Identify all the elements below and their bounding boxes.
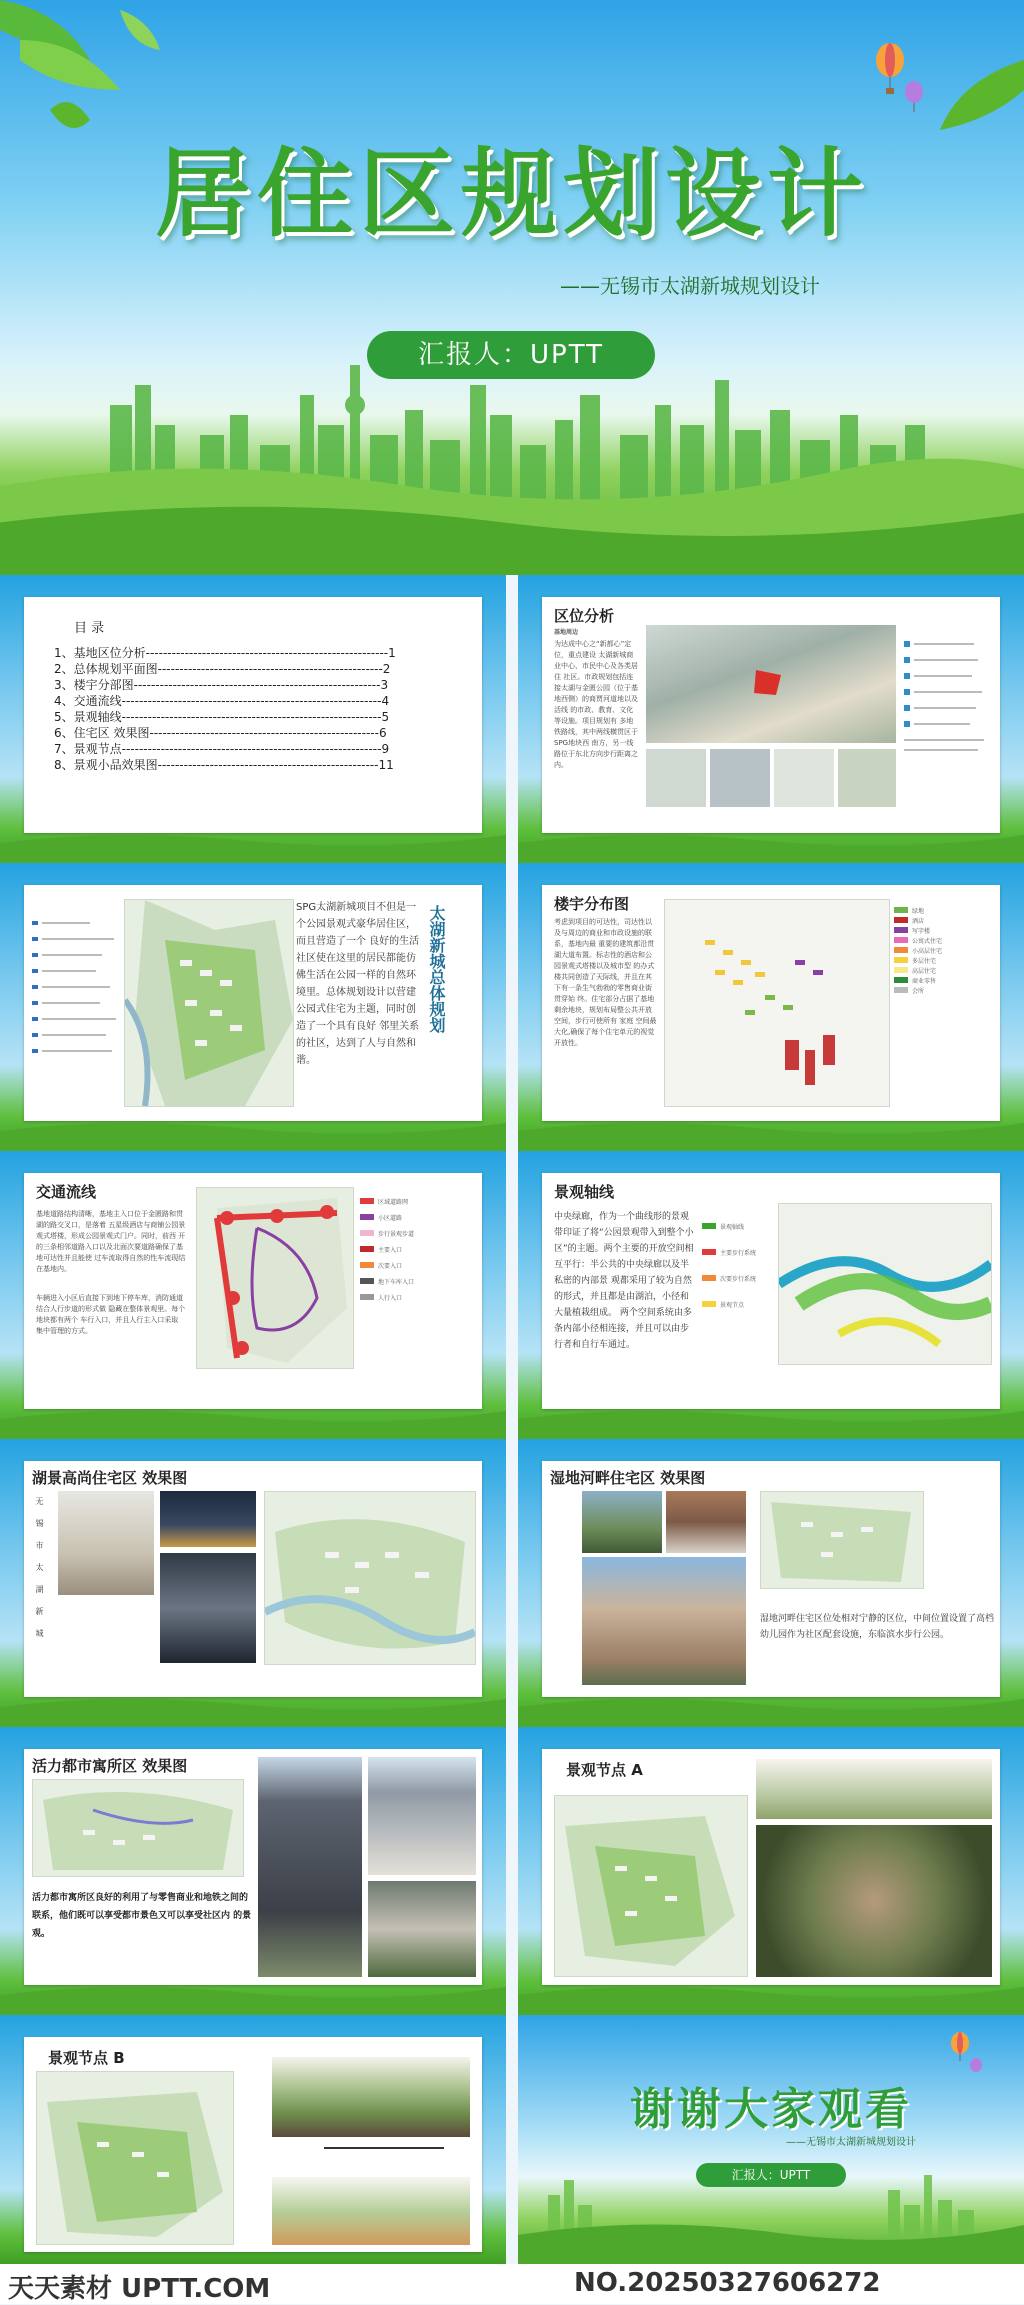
legend-item: 人行入口 (360, 1289, 476, 1305)
grass-strip (0, 1687, 506, 1727)
lakeview-plan-map (264, 1491, 476, 1665)
grass-strip (0, 1399, 506, 1439)
slide-title: 景观节点 A (566, 1761, 643, 1779)
legend-item: 商业零售 (894, 975, 994, 985)
aerial-photo (646, 625, 896, 743)
toc-card (24, 597, 482, 833)
legend-item: 主要入口 (360, 1241, 476, 1257)
thanks-skyline (518, 2165, 1024, 2264)
buildings-text: 考虑到项目的可达性，司达性以及与周边的商业和市政设施的联系，基地内最 重要的建筑都沿贯湖大道布置。标志性的酒店和公园景观式塔楼以及城市型 的办式楼共同创造了天际线，并且在其下有一条生气勃勃的零售商业街贯穿始 终。住宅部分占据了基地剩余地块，规划布局整公共开放空间，步行可使所有 家庭 空间最大化,确保了每个住宅单元的视觉开放性。 (554, 918, 657, 1047)
wetland-text: 湿地河畔住宅区位处相对宁静的区位，中间位置设置了高档幼儿园作为社区配套设施，东临滨水步行公园。 (760, 1614, 995, 1640)
location-slide (518, 575, 1024, 863)
node-a-card (542, 1749, 1000, 1985)
legend-item: 次要步行系统 (702, 1265, 766, 1291)
slide-title: 活力都市寓所区 效果图 (32, 1757, 188, 1775)
legend-item: 区域道路网 (360, 1193, 476, 1209)
legend-item: 会所 (894, 985, 994, 995)
slide-title: 景观轴线 (554, 1183, 615, 1201)
grass-strip (0, 1111, 506, 1151)
thanks-reporter-pill: 汇报人：UPTT (696, 2163, 846, 2187)
site-photo-2 (710, 749, 770, 807)
landscape-axis-card (542, 1173, 1000, 1409)
node-a-render (756, 1825, 992, 1977)
legend-item: 景观轴线 (702, 1213, 766, 1239)
wetland-slide (518, 1439, 1024, 1727)
urban-photo-3 (368, 1881, 476, 1977)
wetland-photo-3 (582, 1557, 746, 1685)
plan-legend (30, 915, 128, 1085)
grass-strip (518, 1399, 1024, 1439)
watermark-site: 天天素材 UPTT.COM (8, 2274, 271, 2304)
toc-item[interactable]: 6、住宅区 效果图-----------------------------------------------------6 (54, 726, 387, 740)
reporter-pill: 汇报人：UPTT (367, 331, 655, 379)
thanks-subtitle: ——无锡市太湖新城规划设计 (786, 2137, 916, 2148)
legend-item: 酒店 (894, 915, 994, 925)
urban-slide (0, 1727, 506, 2015)
legend-item: 步行景观步道 (360, 1225, 476, 1241)
grass-strip (518, 823, 1024, 863)
traffic-text-1: 基地道路结构清晰，基地主入口位于金匮路和贯湖的路交叉口，是落着 五星级酒店与商铺公园景观式塔楼，形成公园景观式门户。同时，前西 开的三条相邻道路入口以及北面次要道路确保了基地可达性并且能使 过车流取得自然的性车流现结在基地内。 (36, 1210, 186, 1273)
lakeview-card (24, 1461, 482, 1697)
slide-title: 湖景高尚住宅区 效果图 (32, 1469, 188, 1487)
master-plan-map (124, 899, 294, 1107)
legend-item: 小高层住宅 (894, 945, 994, 955)
main-title: 居住区规划设计 (155, 138, 869, 250)
watermark-id: NO.20250327606272 (574, 2268, 881, 2298)
traffic-text-2: 车辆进入小区后直接下到地下停车库，消防通道结合人行步道的形式做 隐藏在整体景观里。每个地块都有两个 车行入口，并且人行主入口采取 集中管理的方式。 (36, 1294, 186, 1335)
legend-item: 多层住宅 (894, 955, 994, 965)
buildings-legend (894, 905, 994, 995)
wetland-card (542, 1461, 1000, 1697)
landscape-text: 中央绿廊，作为一个曲线形的景观带印证了将“公园景观带入到整个小 区”的主题。两个主要的开放空间相互平行：半公共的中央绿廊以及半 私密的内部景 观都采用了较为自然的形式，并且都是由湖泊，小径和大量植栽组成。 两个空间系统由多条内部小径相连接，并且可以由步行者和自行车通过。 (554, 1212, 694, 1350)
toc-item[interactable]: 3、楼宇分部图---------------------------------------------------------3 (54, 678, 389, 692)
traffic-slide (0, 1151, 506, 1439)
grass-foreground (0, 430, 1024, 575)
legend-item: 公寓式住宅 (894, 935, 994, 945)
site-photo-3 (774, 749, 834, 807)
master-plan-card (24, 885, 482, 1121)
legend-item: 景观节点 (702, 1291, 766, 1317)
buildings-card (542, 885, 1000, 1121)
lakeview-vertical-label: 无锡市太湖新城 (35, 1497, 44, 1651)
legend-item: 次要入口 (360, 1257, 476, 1273)
main-subtitle: ——无锡市太湖新城规划设计 (560, 274, 820, 298)
slide-title: 区位分析 (554, 607, 615, 625)
toc-list (54, 645, 454, 773)
lakeview-photo-1 (58, 1491, 154, 1595)
legend-item: 地下车库入口 (360, 1273, 476, 1289)
wetland-photo-1 (582, 1491, 662, 1553)
lakeview-photo-2 (160, 1491, 256, 1547)
master-plan-text: SPG太湖新城项目不但是一个公园景观式豪华居住区，而且营造了一个 良好的生活社区使在这里的居民都能仿佛生活在公园一样的自然环境里。总体规划设计以营建公园式住宅为主题，同时创造了一个具有良好 邻里关系的社区，达到了人与自然和谐。 (296, 902, 420, 1066)
location-card (542, 597, 1000, 833)
site-photo-4 (838, 749, 896, 807)
traffic-map (196, 1187, 354, 1369)
grass-strip (518, 1111, 1024, 1151)
grass-strip (518, 1687, 1024, 1727)
toc-slide (0, 575, 506, 863)
toc-item[interactable]: 8、景观小品效果图---------------------------------------------------11 (54, 758, 394, 772)
toc-item[interactable]: 1、基地区位分析--------------------------------------------------------1 (54, 646, 396, 660)
legend-item: 绿地 (894, 905, 994, 915)
thanks-slide (518, 2015, 1024, 2264)
landscape-legend (702, 1213, 766, 1317)
legend-item: 小区道路 (360, 1209, 476, 1225)
node-a-section-drawing (756, 1759, 992, 1819)
legend-item: 写字楼 (894, 925, 994, 935)
title-slide (0, 0, 1024, 575)
master-plan-vertical-title: 太湖新城总体规划 (427, 905, 446, 1033)
legend-item: 高层住宅 (894, 965, 994, 975)
location-legend (904, 637, 994, 757)
toc-item[interactable]: 4、交通流线------------------------------------------------------------4 (54, 694, 390, 708)
lakeview-photo-3 (160, 1553, 256, 1663)
node-b-section-drawing-2 (272, 2177, 470, 2245)
urban-text: 活力都市寓所区良好的利用了与零售商业和地铁之间的联系，他们既可以享受都市景色又可以享受社区内 的景观。 (32, 1893, 252, 1939)
site-photo-1 (646, 749, 706, 807)
node-b-slide (0, 2015, 506, 2264)
scale-bar (324, 2147, 444, 2159)
grass-strip (0, 823, 506, 863)
legend-item: 主要步行系统 (702, 1239, 766, 1265)
landscape-map (778, 1203, 992, 1365)
location-text: 为达成中心之“新都心”定位，重点建设 太湖新城商业中心、市民中心及各类居住 社区。市政规划包括连接太湖与金匮公园（位于基地西侧）的商贾河道地以及活线 的市政、教育、文化等设施。项目规划有 多地铁路线，其中两线横贯区于SPG地块西 南方，另一线路位于东北方向步行距离之 内。 (554, 640, 638, 769)
slide-title: 楼宇分布图 (554, 895, 630, 913)
urban-photo-2 (368, 1757, 476, 1875)
buildings-slide (518, 863, 1024, 1151)
toc-item[interactable]: 7、景观节点------------------------------------------------------------9 (54, 742, 390, 756)
slide-title: 景观节点 B (48, 2049, 125, 2067)
landscape-axis-slide (518, 1151, 1024, 1439)
node-a-plan-map (554, 1795, 748, 1977)
buildings-map (664, 899, 890, 1107)
slide-title: 交通流线 (36, 1183, 97, 1201)
urban-plan-map (32, 1779, 244, 1877)
grass-strip (0, 1975, 506, 2015)
toc-item[interactable]: 5、景观轴线------------------------------------------------------------5 (54, 710, 390, 724)
location-tag: 基地周边 (554, 629, 579, 636)
node-b-plan-map (36, 2071, 234, 2245)
slide-title: 湿地河畔住宅区 效果图 (550, 1469, 706, 1487)
toc-item[interactable]: 2、总体规划平面图----------------------------------------------------2 (54, 662, 391, 676)
master-plan-slide (0, 863, 506, 1151)
wetland-plan-map (760, 1491, 924, 1589)
lakeview-slide (0, 1439, 506, 1727)
toc-heading: 目 录 (74, 621, 105, 636)
thanks-title: 谢谢大家观看 (630, 2084, 912, 2135)
node-b-section-drawing-1 (272, 2057, 470, 2137)
traffic-legend (360, 1193, 476, 1305)
node-b-card (24, 2037, 482, 2252)
urban-card (24, 1749, 482, 1985)
grass-strip (518, 1975, 1024, 2015)
wetland-photo-2 (666, 1491, 746, 1553)
urban-photo-1 (258, 1757, 362, 1977)
traffic-card (24, 1173, 482, 1409)
node-a-slide (518, 1727, 1024, 2015)
